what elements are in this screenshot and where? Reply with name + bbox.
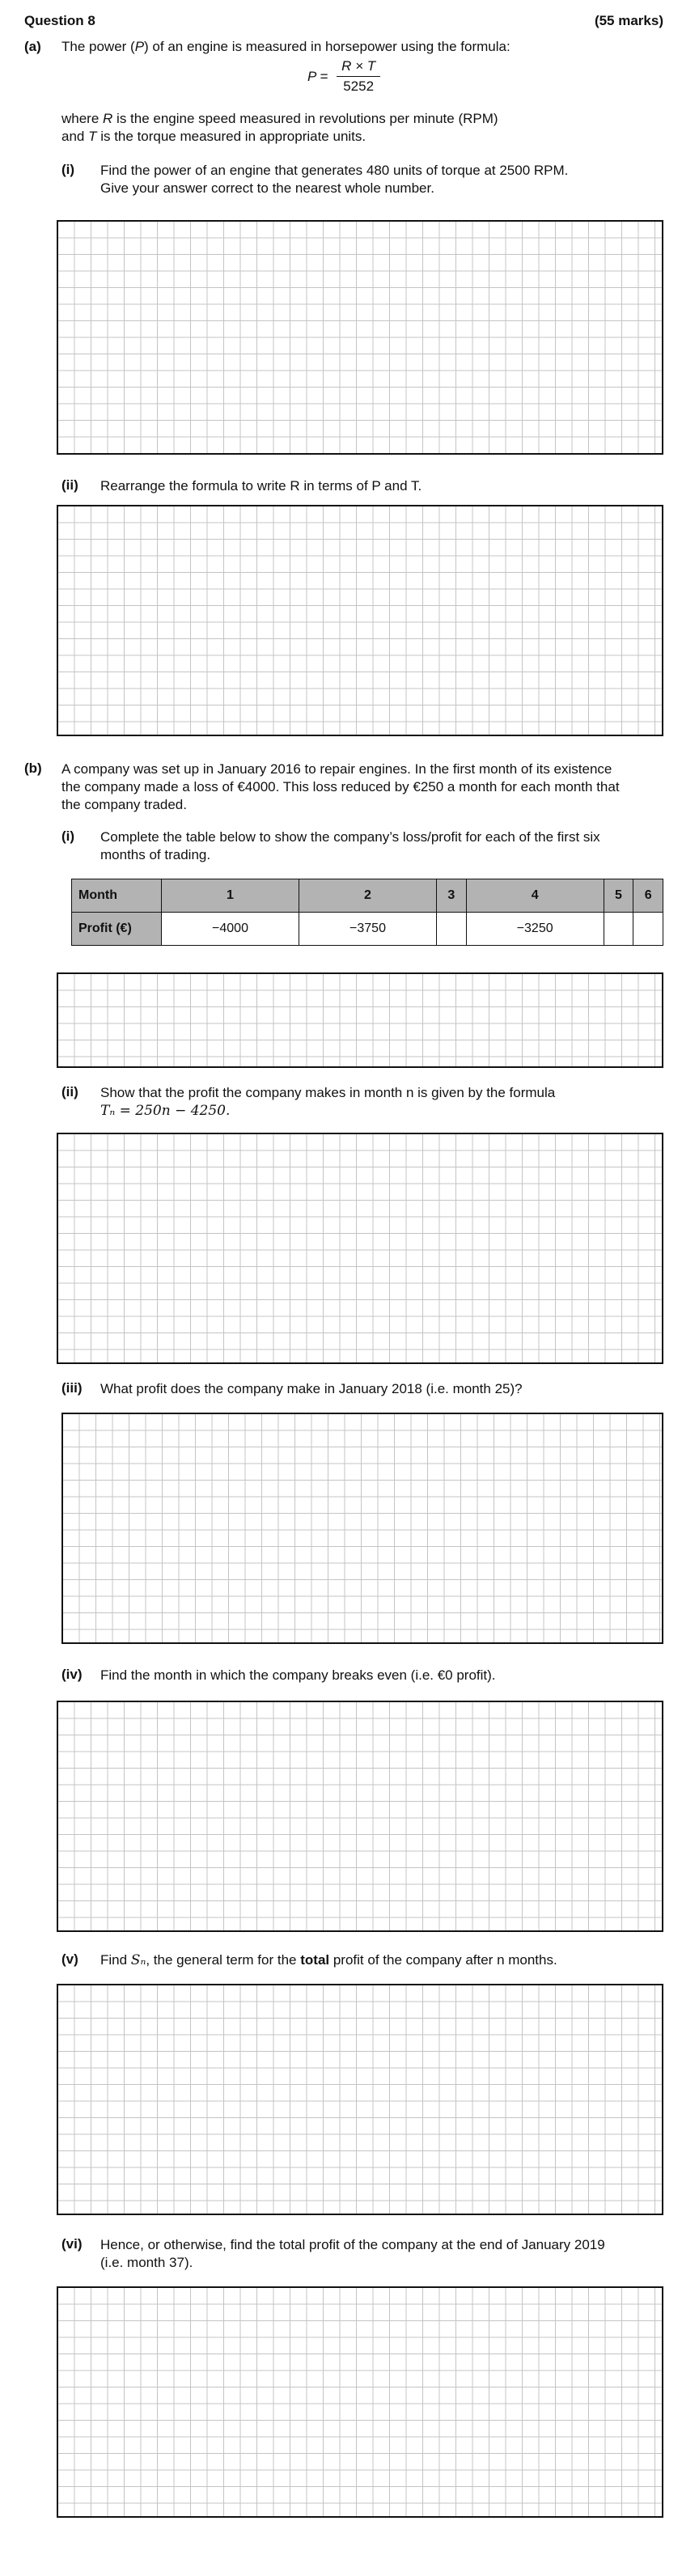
month-cell-4: 4: [466, 879, 604, 913]
part-a-i-line1: Find the power of an engine that generates 480 units of torque at 2500 RPM.: [100, 163, 569, 178]
profit-cell-3[interactable]: [437, 913, 467, 946]
month-cell-6: 6: [633, 879, 663, 913]
part-b-ii-line1: Show that the profit the company makes in month n is given by the formula: [100, 1085, 556, 1100]
part-b-iii-text: What profit does the company make in January 2018 (i.e. month 25)?: [100, 1381, 523, 1396]
part-b-line3: the company traded.: [61, 797, 187, 812]
answer-box-a-i[interactable]: [57, 220, 663, 455]
answer-box-b-v[interactable]: [57, 1984, 663, 2215]
formula-denominator: 5252: [343, 78, 375, 94]
part-b-line1: A company was set up in January 2016 to repair engines. In the first month of its existence: [61, 761, 612, 777]
where-line-2: and T is the torque measured in appropriate units.: [61, 129, 366, 144]
where-line-1: where R is the engine speed measured in revolutions per minute (RPM): [61, 111, 498, 126]
answer-box-b-iv[interactable]: [57, 1701, 663, 1932]
month-cell-2: 2: [299, 879, 437, 913]
part-b-iv-label: (iv): [61, 1667, 83, 1682]
part-a-label: (a): [24, 39, 41, 54]
part-b-v-label: (v): [61, 1951, 78, 1967]
marks-label: (55 marks): [594, 13, 663, 28]
profit-cell-6[interactable]: [633, 913, 663, 946]
answer-box-b-ii[interactable]: [57, 1133, 663, 1364]
formula-numerator: R × T: [337, 58, 380, 77]
question-title: Question 8: [24, 13, 95, 28]
power-formula: [307, 58, 380, 95]
part-b-label: (b): [24, 761, 42, 776]
answer-box-a-ii[interactable]: [57, 505, 663, 736]
part-b-iv-text: Find the month in which the company breaks even (i.e. €0 profit).: [100, 1667, 496, 1683]
profit-header-cell: Profit (€): [72, 913, 162, 946]
part-b-i-label: (i): [61, 828, 75, 844]
part-b-v-text: Find Sₙ, the general term for the total profit of the company after n months.: [100, 1952, 557, 1968]
part-a-intro: The power (P) of an engine is measured in horsepower using the formula:: [61, 39, 510, 54]
part-a-i-line2: Give your answer correct to the nearest whole number.: [100, 180, 434, 196]
profit-cell-5[interactable]: [604, 913, 633, 946]
month-cell-3: 3: [437, 879, 467, 913]
profit-table: [71, 879, 663, 946]
profit-cell-4[interactable]: −3250: [466, 913, 604, 946]
table-row-profit: [72, 913, 663, 946]
part-a-ii-label: (ii): [61, 477, 78, 493]
part-b-vi-line2: (i.e. month 37).: [100, 2255, 193, 2270]
part-b-iii-label: (iii): [61, 1380, 83, 1396]
formula-lhs: P =: [307, 68, 328, 84]
month-header-cell: Month: [72, 879, 162, 913]
answer-box-b-iii[interactable]: [61, 1413, 663, 1644]
part-b-ii-label: (ii): [61, 1084, 78, 1099]
table-row-month: [72, 879, 663, 913]
part-b-line2: the company made a loss of €4000. This loss reduced by €250 a month for each month that: [61, 779, 620, 794]
part-b-vi-line1: Hence, or otherwise, find the total profit of the company at the end of January 2019: [100, 2237, 605, 2252]
part-b-ii-formula: Tₙ = 250n − 4250.: [100, 1103, 231, 1119]
part-a-i-label: (i): [61, 162, 75, 177]
answer-box-b-vi[interactable]: [57, 2286, 663, 2518]
part-b-vi-label: (vi): [61, 2236, 83, 2252]
profit-cell-1[interactable]: −4000: [162, 913, 299, 946]
month-cell-1: 1: [162, 879, 299, 913]
month-cell-5: 5: [604, 879, 633, 913]
profit-cell-2[interactable]: −3750: [299, 913, 437, 946]
part-a-ii-text: Rearrange the formula to write R in terms of P and T.: [100, 478, 422, 494]
part-b-i-line2: months of trading.: [100, 847, 211, 862]
part-b-i-line1: Complete the table below to show the company’s loss/profit for each of the first six: [100, 829, 600, 845]
answer-box-b-i[interactable]: [57, 972, 663, 1068]
